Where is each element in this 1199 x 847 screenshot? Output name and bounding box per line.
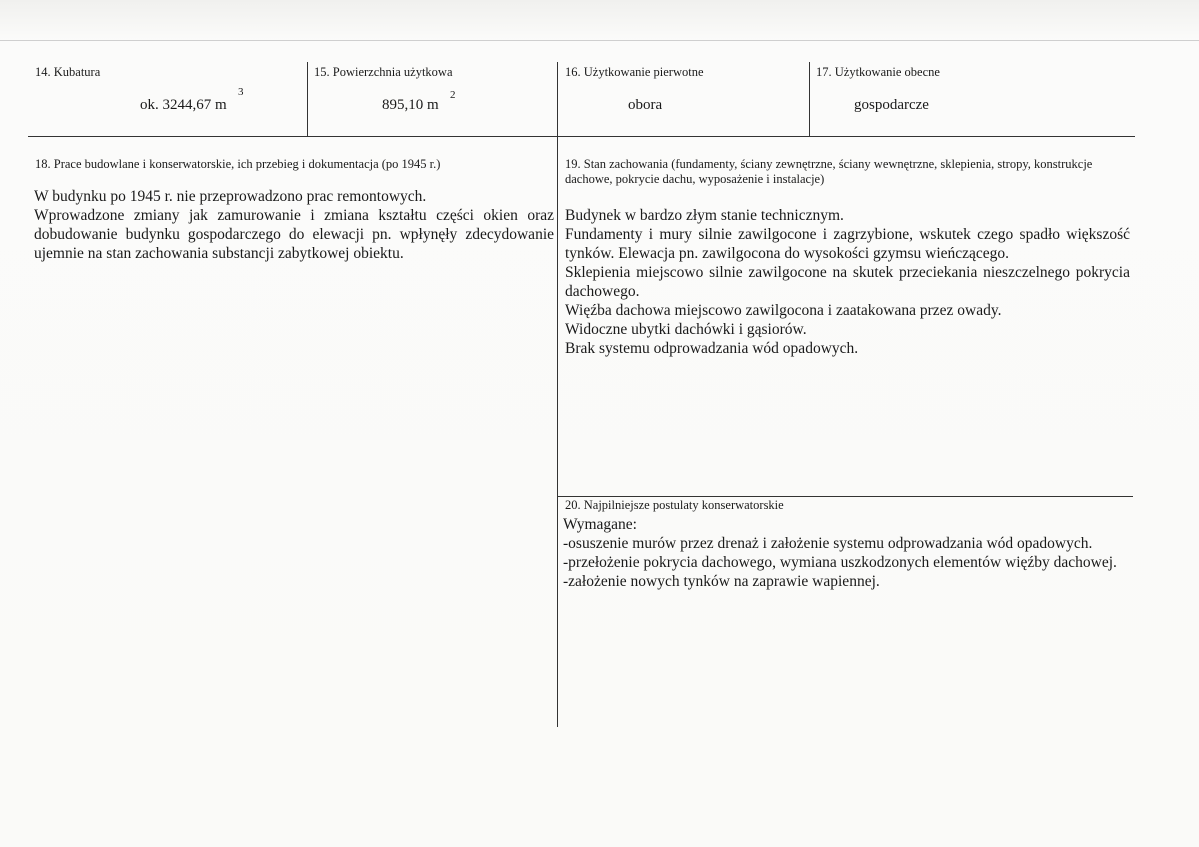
stan-line: Sklepienia miejscowo silnie zawilgocone na skutek przeciekania nieszczelnego pokrycia dachowego. [565,264,1130,300]
powierzchnia-value: 895,10 m [382,97,439,113]
stan-line: Więźba dachowa miejscowo zawilgocona i zaatakowana przez owady. [565,302,1002,319]
stan-line: Fundamenty i mury silnie zawilgocone i zagrzybione, wskutek czego spadło większość tynków. Elewacja pn. zawilgocona do wysokości gzymsu wieńczącego. [565,226,1130,262]
prace-text [34,187,554,263]
postulaty-line: -założenie nowych tynków na zaprawie wapiennej. [563,573,880,590]
prace-label: 18. Prace budowlane i konserwatorskie, ich przebieg i dokumentacja (po 1945 r.) [35,157,441,171]
prace-line: Wprowadzone zmiany jak zamurowanie i zmiana kształtu części okien oraz dobudowanie budynku gospodarczego do elewacji pn. wpłynęły zdecydowanie ujemnie na stan zachowania substancji zabytkowej obiektu. [34,207,554,262]
stan-line: Brak systemu odprowadzania wód opadowych. [565,340,859,357]
column-divider [809,62,810,136]
kubatura-value: ok. 3244,67 m [140,97,227,113]
kubatura-label: 14. Kubatura [35,65,101,79]
column-divider [557,62,558,136]
postulaty-label: 20. Najpilniejsze postulaty konserwatorskie [565,498,784,512]
postulaty-line: Wymagane: [563,516,637,533]
column-divider [307,62,308,136]
powierzchnia-unit-exponent: 2 [450,89,456,101]
postulaty-text [563,515,1130,591]
row-divider [28,136,1135,137]
powierzchnia-label: 15. Powierzchnia użytkowa [314,65,453,79]
stan-label: 19. Stan zachowania (fundamenty, ściany zewnętrzne, ściany wewnętrzne, sklepienia, stropy, konstrukcje dachowe, pokrycie dachu, wyposażenie i instalacje) [565,157,1093,186]
prace-line: W budynku po 1945 r. nie przeprowadzono prac remontowych. [34,188,427,205]
stan-text [565,206,1130,358]
obecne-value: gospodarcze [854,97,929,113]
section-divider [557,137,558,727]
stan-line: Widoczne ubytki dachówki i gąsiorów. [565,321,807,338]
scan-edge-line [0,40,1199,41]
section-divider [557,496,1133,497]
postulaty-line: -osuszenie murów przez drenaż i założenie systemu odprowadzania wód opadowych. [563,535,1093,552]
obecne-label: 17. Użytkowanie obecne [816,65,940,79]
kubatura-unit-exponent: 3 [238,86,244,98]
pierwotne-label: 16. Użytkowanie pierwotne [565,65,704,79]
pierwotne-value: obora [628,97,663,113]
stan-line: Budynek w bardzo złym stanie technicznym. [565,207,844,224]
postulaty-line: -przełożenie pokrycia dachowego, wymiana uszkodzonych elementów więźby dachowej. [563,554,1117,571]
